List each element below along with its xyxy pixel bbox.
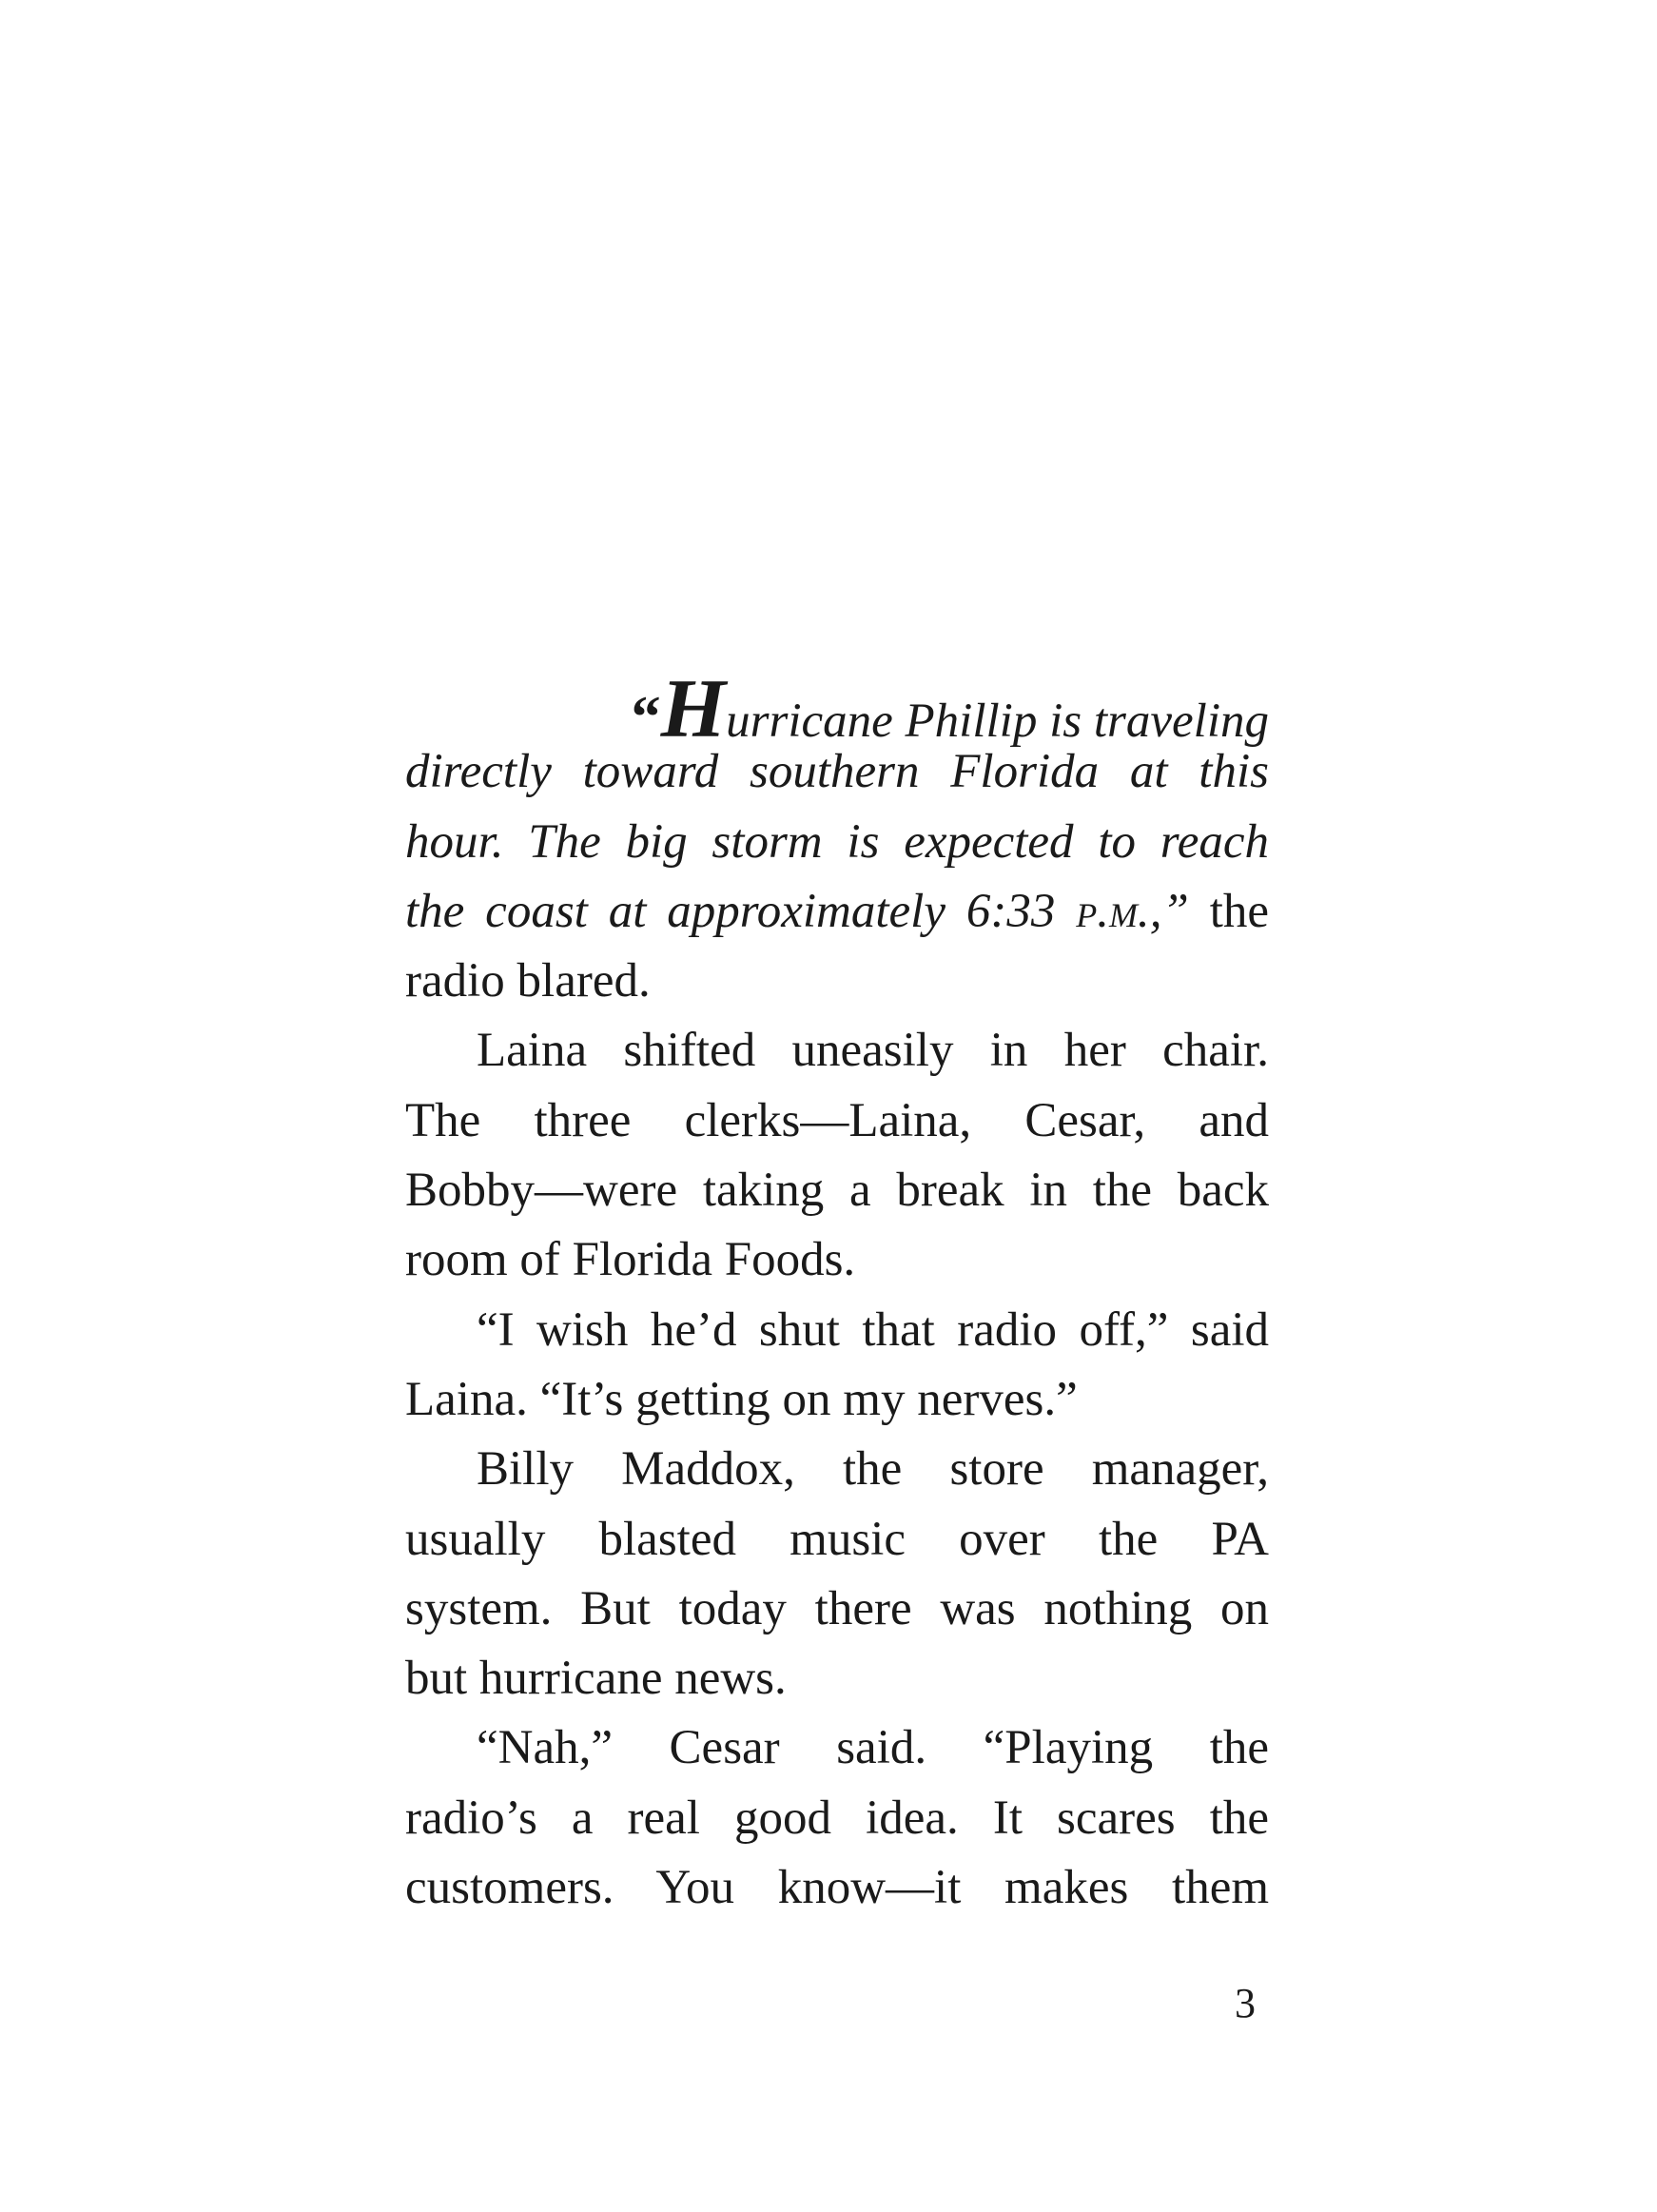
paragraph-3-line-1: “I wish he’d shut that radio off,” said bbox=[477, 1302, 1269, 1357]
paragraph-1-line-3: hour. The big storm is expected to reach bbox=[405, 814, 1269, 869]
paragraph-1-line-1 bbox=[405, 663, 1269, 755]
body-text bbox=[405, 663, 1269, 1923]
paragraph-2-line-1: Laina shifted uneasily in her chair. bbox=[477, 1024, 1269, 1078]
paragraph-1-line-2: directly toward southern Florida at this bbox=[405, 745, 1269, 799]
paragraph-4-line-2: usually blasted music over the PA bbox=[405, 1512, 1269, 1566]
paragraph-3-line-2: Laina. “It’s getting on my nerves.” bbox=[405, 1372, 1078, 1426]
drop-cap-letter: H bbox=[660, 663, 727, 755]
page-number: 3 bbox=[1235, 1980, 1256, 2026]
paragraph-5-line-3: customers. You know—it makes them bbox=[405, 1861, 1269, 1915]
paragraph-5-line-1: “Nah,” Cesar said. “Playing the bbox=[477, 1721, 1269, 1775]
paragraph-5-line-2: radio’s a real good idea. It scares the bbox=[405, 1791, 1269, 1845]
paragraph-1-line-4-italic-end: ,” bbox=[1149, 884, 1189, 938]
paragraph-1-line-5: radio blared. bbox=[405, 954, 651, 1008]
paragraph-2-line-3: Bobby—were taking a break in the back bbox=[405, 1164, 1269, 1218]
paragraph-1-line-4-italic: the coast at approximately 6:33 bbox=[405, 884, 1077, 938]
drop-cap-quote: “ bbox=[631, 685, 661, 750]
paragraph-1-line-4-roman: the bbox=[1188, 884, 1269, 938]
paragraph-2-line-2: The three clerks—Laina, Cesar, and bbox=[405, 1093, 1269, 1147]
paragraph-2-line-4: room of Florida Foods. bbox=[405, 1233, 856, 1287]
paragraph-4-line-1: Billy Maddox, the store manager, bbox=[477, 1442, 1269, 1497]
paragraph-4-line-3: system. But today there was nothing on bbox=[405, 1581, 1269, 1635]
paragraph-1-line-4 bbox=[405, 877, 1269, 947]
paragraph-4-line-4: but hurricane news. bbox=[405, 1652, 787, 1706]
time-suffix: p.m. bbox=[1076, 884, 1150, 938]
paragraph-1-line-1-text: urricane Phillip is traveling bbox=[726, 695, 1269, 748]
